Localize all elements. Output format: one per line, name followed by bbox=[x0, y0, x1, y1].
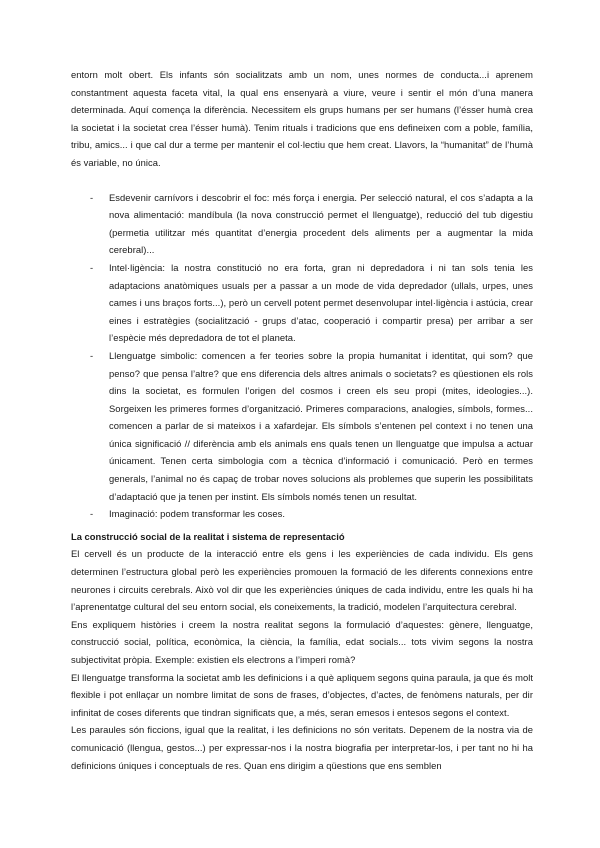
list-marker: - bbox=[90, 261, 94, 273]
list-item bbox=[71, 505, 533, 523]
list-item-text: Intel·ligència: la nostra constitució no era forta, gran ni depredadora i ni tan sols tenia les adaptacions anatòmiques usuals per a passar a un mode de vida depredador (ullals, urpes, unes cames i uns braços forts...), però un cervell potent permet desenvolupar intel·ligència i astúcia, crear eines i estratègies (socialització - grups d’atac, cooperació i compartir presa) per arribar a ser l’espècie més depredadora de tot el planeta. bbox=[109, 261, 533, 344]
document-body bbox=[71, 66, 533, 774]
list-marker: - bbox=[90, 508, 94, 520]
list-item-text: Imaginació: podem transformar les coses. bbox=[109, 508, 286, 520]
section-heading: La construcció social de la realitat i sistema de representació bbox=[71, 530, 345, 542]
section-paragraph: El llenguatge transforma la societat amb les definicions i a què apliquem segons quina paraula, ja que és molt flexible i pot enllaçar un nombre limitat de sons de frases, d’objectes, d’actes, de fenòmens naturals, per dir infinitat de coses diferents que tindran significats que, a més, seran emesos i entesos segons el context. bbox=[71, 671, 533, 718]
list-item-text: Llenguatge simbolic: comencen a fer teories sobre la propia humanitat i identitat, qui som? que penso? que pensa l’altre? que ens diferencia dels altres animals o societats? es qüestionen els rols dins la societat, es formulen l’origen del cosmos i creen els seu propi (mites, ideologies...). Sorgeixen les primeres formes d’organització. Primeres comparacions, analogies, símbols, formes... comencen a parlar de si mateixos i a xafardejar. Els símbols s’entenen pel context i no tenen una única significació // diferència amb els animals ens quals tenen un llenguatge que impulsa a actuar únicament. Tenen certa simbologia com a tècnica d’informació i comunicació. Però en termes generals, l’animal no és capaç de trobar noves solucions als problemes que superin les possibilitats d’adaptació que ja tenen per instint. Els símbols només tenen un resultat. bbox=[109, 349, 533, 502]
section-paragraph: El cervell és un producte de la interacció entre els gens i les experiències de cada individu. Els gens determinen l’estructura global però les experiències promouen la formació de les diferents connexions entre neurones i circuits cerebrals. Això vol dir que les experiències úniques de cada individu, entre les quals hi ha l’aprenentatge cultural del seu entorn social, els coneixements, la tradició, modelen l’arquitectura cerebral. bbox=[71, 548, 533, 613]
list-item bbox=[71, 189, 533, 259]
section-paragraph: Les paraules són ficcions, igual que la realitat, i les definicions no són veritats. Depenem de la nostra via de comunicació (llengua, gestos...) per expressar-nos i la nostra biografia per interpretar-los, i per tant no hi ha definicions úniques i conceptuals de res. Quan ens dirigim a qüestions que ens semblen bbox=[71, 724, 533, 771]
list-item bbox=[71, 259, 533, 347]
bullet-list bbox=[71, 189, 533, 523]
list-marker: - bbox=[90, 349, 94, 361]
list-marker: - bbox=[90, 191, 94, 203]
list-item bbox=[71, 347, 533, 505]
list-item-text: Esdevenir carnívors i descobrir el foc: més força i energia. Per selecció natural, el cos s’adapta a la nova alimentació: mandíbula (la nova construcció permet el llenguatge), reducció del tub digestiu (permetia utilitzar més quantitat d’energia procedent dels aliments per a augmentar la mida cerebral)... bbox=[109, 191, 533, 256]
intro-paragraph: entorn molt obert. Els infants són socialitzats amb un nom, unes normes de conducta...i aprenem constantment aquesta faceta vital, la qual ens ensenyarà a viure, veure i sentir el món d’una manera determinada. Aquí comença la diferència. Necessitem els grups humans per ser humans (l’ésser humà crea la societat i la societat crea l’ésser humà). Tenim rituals i tradicions que ens defineixen com a poble, família, tribu, amics... i que cal dur a terme per mantenir el col·lectiu que hem creat. Llavors, la “humanitat” de l’humà és variable, no única. bbox=[71, 69, 533, 168]
section-paragraph: Ens expliquem històries i creem la nostra realitat segons la formulació d’aquestes: gènere, llenguatge, construcció social, política, econòmica, la ciència, la família, edat socials... tots vivim segons la nostra subjectivitat pròpia. Exemple: existien els electrons a l’imperi romà? bbox=[71, 618, 533, 665]
